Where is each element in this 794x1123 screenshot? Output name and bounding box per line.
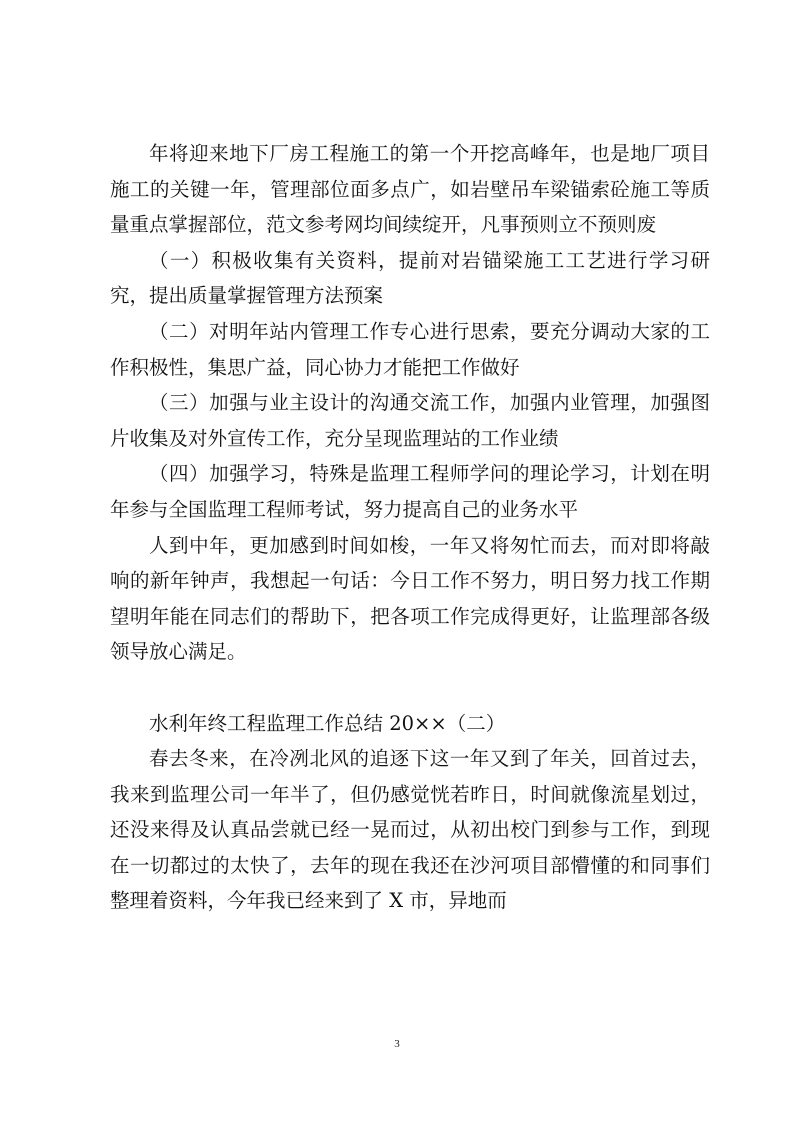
paragraph-item-1: （一）积极收集有关资料，提前对岩锚梁施工工艺进行学习研究，提出质量掌握管理方法预案 [110, 248, 710, 308]
paragraph-section-two: 春去冬来，在冷冽北风的追逐下这一年又到了年关，回首过去，我来到监理公司一年半了，但仍感觉恍若昨日，时间就像流星划过，还没来得及认真品尝就已经一晃而过，从初出校门到参与工作，到现在一切都过的太快了，去年的现在我还在沙河项目部懵懂的和同事们整理着资料，今年我已经来到了 X 市，异地而 [110, 747, 710, 913]
paragraph-closing: 人到中年，更加感到时间如梭，一年又将匆忙而去，而对即将敲响的新年钟声，我想起一句话：今日工作不努力，明日努力找工作期望明年能在同志们的帮助下，把各项工作完成得更好，让监理部各级领导放心满足。 [110, 533, 710, 664]
section-title: 水利年终工程监理工作总结 20××（二） [149, 711, 506, 735]
paragraph-item-4: （四）加强学习，特殊是监理工程师学问的理论学习，计划在明年参与全国监理工程师考试，努力提高自己的业务水平 [110, 462, 710, 521]
paragraph-item-3: （三）加强与业主设计的沟通交流工作，加强内业管理，加强图片收集及对外宣传工作，充分呈现监理站的工作业绩 [110, 391, 710, 450]
paragraph-intro: 年将迎来地下厂房工程施工的第一个开挖高峰年，也是地厂项目施工的关键一年，管理部位面多点广，如岩壁吊车梁锚索砼施工等质量重点掌握部位，范文参考网均间续绽开，凡事预则立不预则废 [110, 142, 710, 237]
paragraph-item-2: （二）对明年站内管理工作专心进行思索，要充分调动大家的工作积极性，集思广益，同心协力才能把工作做好 [110, 319, 710, 379]
document-body [110, 136, 710, 919]
page-number: 3 [394, 1038, 400, 1050]
section-spacer [110, 670, 710, 706]
